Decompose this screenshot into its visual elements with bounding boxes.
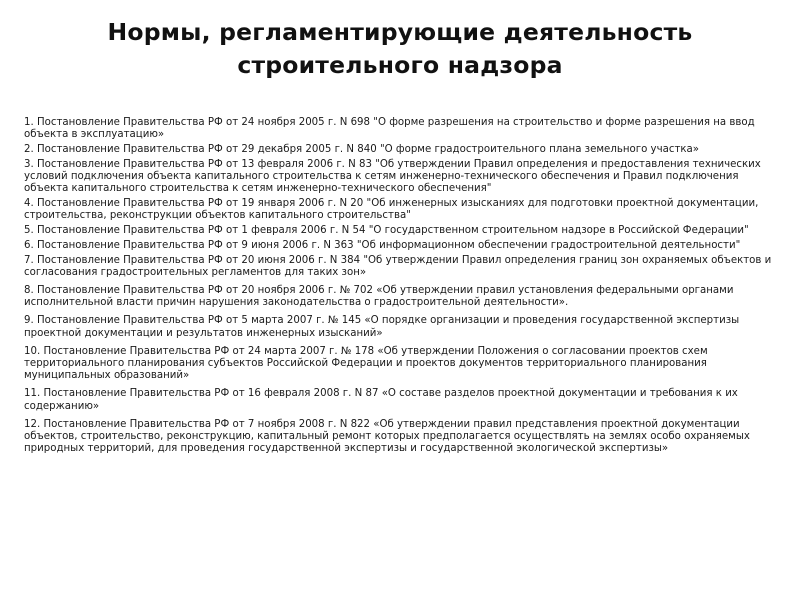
list-item: 1. Постановление Правительства РФ от 24 ноября 2005 г. N 698 "О форме разрешения на строительство и форме разрешения на ввод объекта в эксплуатацию» <box>24 117 755 141</box>
slide-title-line-1: Нормы, регламентирующие деятельность <box>107 18 693 46</box>
list-item: 9. Постановление Правительства РФ от 5 марта 2007 г. № 145 «О порядке организации и проведения государственной экспертизы проектной документации и результатов инженерных изысканий» <box>24 315 740 339</box>
slide-title-line-2: строительного надзора <box>237 51 563 79</box>
list-item: 5. Постановление Правительства РФ от 1 февраля 2006 г. N 54 "О государственном строительном надзоре в Российской Федерации" <box>24 225 749 236</box>
list-item: 2. Постановление Правительства РФ от 29 декабря 2005 г. N 840 "О форме градостроительного плана земельного участка» <box>24 144 700 155</box>
list-item: 8. Постановление Правительства РФ от 20 ноября 2006 г. № 702 «Об утверждении правил установления федеральными органами исполнительной власти причин нарушения законодательства о градостроительной деятельности». <box>24 285 734 309</box>
list-item: 6. Постановление Правительства РФ от 9 июня 2006 г. N 363 "Об информационном обеспечении градостроительной деятельности" <box>24 239 741 251</box>
slide-title <box>40 16 760 82</box>
regulations-list <box>24 117 782 458</box>
list-item: 4. Постановление Правительства РФ от 19 января 2006 г. N 20 "Об инженерных изысканиях для подготовки проектной документации, строительства, реконструкции объектов капитального строительства" <box>24 198 759 222</box>
list-item: 11. Постановление Правительства РФ от 16 февраля 2008 г. N 87 «О составе разделов проектной документации и требования к их содержанию» <box>24 388 738 412</box>
list-item: 10. Постановление Правительства РФ от 24 марта 2007 г. № 178 «Об утверждении Положения о согласовании проектов схем территориального планирования субъектов Российской Федерации и проектов документов территориального планирования муниципальных образований» <box>24 345 708 382</box>
list-item: 3. Постановление Правительства РФ от 13 февраля 2006 г. N 83 "Об утверждении Правил определения и предоставления технических условий подключения объекта капитального строительства к сетям инженерно-технического обеспечения и Правил подключения объекта капитального строительства к сетям инженерно-технического обеспечения" <box>24 158 761 195</box>
list-item: 7. Постановление Правительства РФ от 20 июня 2006 г. N 384 "Об утверждении Правил определения границ зон охраняемых объектов и согласования градостроительных регламентов для таких зон» <box>24 254 772 278</box>
list-item: 12. Постановление Правительства РФ от 7 ноября 2008 г. N 822 «Об утверждении правил представления проектной документации объектов, строительство, реконструкцию, капитальный ремонт которых предполагается осуществлять на землях особо охраняемых природных территорий, для проведения государственной экспертизы и государственной экологической экспертизы» <box>24 418 750 455</box>
